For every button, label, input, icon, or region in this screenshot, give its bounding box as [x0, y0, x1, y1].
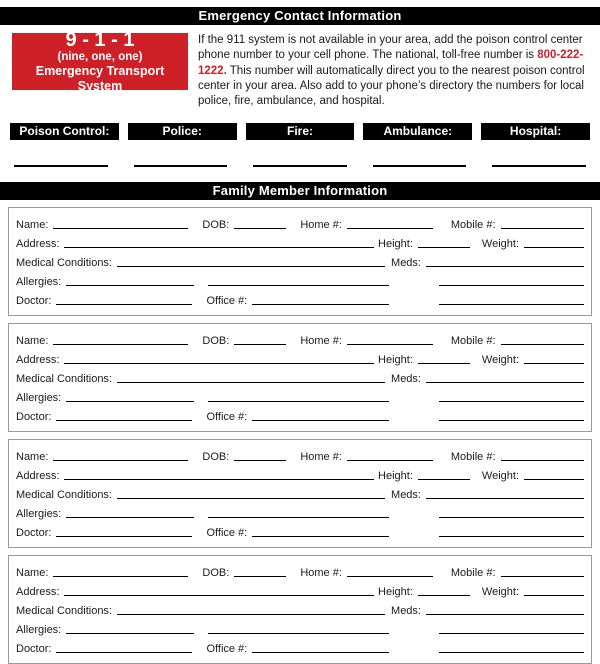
dob-line — [234, 228, 286, 229]
office-phone-label: Office #: — [206, 295, 248, 308]
dob-line — [234, 344, 286, 345]
member-row-4 — [16, 270, 584, 289]
name-label: Name: — [16, 219, 49, 232]
height-line — [418, 595, 470, 596]
height-label: Height: — [378, 238, 413, 251]
poison-control-line — [14, 140, 108, 167]
doctor-label: Doctor: — [16, 295, 52, 308]
fire-line — [253, 140, 347, 167]
instructions-paragraph — [188, 33, 588, 109]
hospital-line — [492, 140, 586, 167]
allergies-line — [66, 517, 194, 518]
911-red-box — [12, 29, 188, 93]
meds-line — [426, 498, 584, 499]
address-line — [64, 247, 374, 248]
member-row-4 — [16, 386, 584, 405]
weight-label: Weight: — [481, 586, 519, 599]
home-phone-line — [347, 576, 433, 577]
medical-conditions-line — [117, 266, 385, 267]
dob-label: DOB: — [202, 451, 230, 464]
medical-conditions-label: Medical Conditions: — [16, 373, 112, 386]
medical-conditions-label: Medical Conditions: — [16, 489, 112, 502]
meds-continued-line-2 — [439, 420, 584, 421]
meds-continued-line-2 — [439, 304, 584, 305]
name-line — [53, 344, 188, 345]
allergies-label: Allergies: — [16, 392, 62, 405]
address-line — [64, 595, 374, 596]
member-row-1 — [16, 445, 584, 464]
height-label: Height: — [378, 470, 413, 483]
poison-control-phone-number: 800-222-1222. — [198, 49, 584, 77]
medical-conditions-label: Medical Conditions: — [16, 257, 112, 270]
height-label: Height: — [378, 354, 413, 367]
doctor-line — [56, 652, 192, 653]
meds-label: Meds: — [391, 605, 421, 618]
weight-line — [524, 363, 584, 364]
height-label: Height: — [378, 586, 413, 599]
911-number: 9 - 1 - 1 — [65, 29, 135, 51]
hospital-label: Hospital: — [481, 123, 590, 140]
height-line — [418, 247, 470, 248]
intro-section — [12, 29, 588, 109]
allergies-label: Allergies: — [16, 276, 62, 289]
mobile-phone-label: Mobile #: — [450, 219, 496, 232]
emergency-contact-header — [0, 7, 600, 25]
name-label: Name: — [16, 567, 49, 580]
contact-labels-row — [10, 123, 590, 140]
member-row-5 — [16, 521, 584, 540]
meds-continued-line-1 — [439, 633, 584, 634]
member-row-3 — [16, 367, 584, 386]
family-member-blocks — [8, 207, 592, 664]
address-label: Address: — [16, 586, 60, 599]
member-row-5 — [16, 289, 584, 308]
ambulance-label: Ambulance: — [363, 123, 472, 140]
meds-continued-line-1 — [439, 401, 584, 402]
allergies-line — [66, 633, 194, 634]
name-label: Name: — [16, 451, 49, 464]
dob-line — [234, 460, 286, 461]
address-label: Address: — [16, 238, 60, 251]
weight-label: Weight: — [481, 470, 519, 483]
allergies-line — [66, 285, 194, 286]
doctor-line — [56, 420, 192, 421]
family-member-block — [8, 323, 592, 432]
member-row-1 — [16, 561, 584, 580]
meds-continued-line-2 — [439, 536, 584, 537]
meds-label: Meds: — [391, 257, 421, 270]
office-phone-label: Office #: — [206, 411, 248, 424]
member-row-2 — [16, 464, 584, 483]
instructions-before: If the 911 system is not available in your area, add the poison control center phone number to your cell phone. The national, toll-free number is — [198, 34, 583, 62]
office-phone-line — [252, 420, 389, 421]
allergies-label: Allergies: — [16, 508, 62, 521]
home-phone-line — [347, 344, 433, 345]
allergies-continued-line — [208, 633, 389, 634]
meds-label: Meds: — [391, 373, 421, 386]
home-phone-line — [347, 228, 433, 229]
doctor-label: Doctor: — [16, 411, 52, 424]
mobile-phone-line — [501, 344, 584, 345]
home-phone-label: Home #: — [300, 219, 342, 232]
allergies-label: Allergies: — [16, 624, 62, 637]
home-phone-label: Home #: — [300, 451, 342, 464]
medical-conditions-line — [117, 614, 385, 615]
office-phone-line — [252, 536, 389, 537]
name-line — [53, 576, 188, 577]
doctor-label: Doctor: — [16, 643, 52, 656]
meds-continued-line-2 — [439, 652, 584, 653]
meds-continued-line-1 — [439, 517, 584, 518]
height-line — [418, 479, 470, 480]
member-row-3 — [16, 483, 584, 502]
mobile-phone-line — [501, 460, 584, 461]
meds-line — [426, 614, 584, 615]
name-line — [53, 228, 188, 229]
meds-line — [426, 382, 584, 383]
family-member-block — [8, 555, 592, 664]
doctor-line — [56, 304, 192, 305]
mobile-phone-line — [501, 228, 584, 229]
emergency-contact-title: Emergency Contact Information — [198, 8, 402, 23]
dob-label: DOB: — [202, 335, 230, 348]
meds-continued-line-1 — [439, 285, 584, 286]
medical-conditions-label: Medical Conditions: — [16, 605, 112, 618]
weight-line — [524, 479, 584, 480]
police-line — [134, 140, 228, 167]
dob-label: DOB: — [202, 567, 230, 580]
allergies-continued-line — [208, 285, 389, 286]
911-words: (nine, one, one) — [57, 51, 143, 63]
address-label: Address: — [16, 470, 60, 483]
doctor-label: Doctor: — [16, 527, 52, 540]
member-row-4 — [16, 618, 584, 637]
poison-control-label: Poison Control: — [10, 123, 119, 140]
mobile-phone-line — [501, 576, 584, 577]
police-label: Police: — [128, 123, 237, 140]
mobile-phone-label: Mobile #: — [450, 567, 496, 580]
address-label: Address: — [16, 354, 60, 367]
mobile-phone-label: Mobile #: — [450, 335, 496, 348]
911-subtitle: Emergency Transport System — [35, 64, 165, 93]
meds-label: Meds: — [391, 489, 421, 502]
office-phone-line — [252, 652, 389, 653]
member-row-3 — [16, 251, 584, 270]
name-label: Name: — [16, 335, 49, 348]
weight-line — [524, 247, 584, 248]
home-phone-line — [347, 460, 433, 461]
height-line — [418, 363, 470, 364]
family-member-header — [0, 182, 600, 200]
medical-conditions-line — [117, 382, 385, 383]
member-row-3 — [16, 599, 584, 618]
weight-line — [524, 595, 584, 596]
member-row-2 — [16, 348, 584, 367]
home-phone-label: Home #: — [300, 567, 342, 580]
instructions-after: This number will automatically direct you to the nearest poison control center in your area. Also add to your phone’s directory the numbers for local police, fire, ambulance, and hospital. — [198, 64, 585, 108]
ambulance-line — [373, 140, 467, 167]
meds-line — [426, 266, 584, 267]
member-row-5 — [16, 405, 584, 424]
member-row-2 — [16, 580, 584, 599]
weight-label: Weight: — [481, 354, 519, 367]
address-line — [64, 363, 374, 364]
doctor-line — [56, 536, 192, 537]
member-row-2 — [16, 232, 584, 251]
member-row-5 — [16, 637, 584, 656]
address-line — [64, 479, 374, 480]
office-phone-label: Office #: — [206, 527, 248, 540]
family-member-block — [8, 439, 592, 548]
member-row-1 — [16, 329, 584, 348]
dob-label: DOB: — [202, 219, 230, 232]
allergies-line — [66, 401, 194, 402]
medical-conditions-line — [117, 498, 385, 499]
allergies-continued-line — [208, 401, 389, 402]
member-row-4 — [16, 502, 584, 521]
contact-write-in-lines — [14, 140, 586, 167]
weight-label: Weight: — [481, 238, 519, 251]
family-member-title: Family Member Information — [212, 183, 388, 199]
dob-line — [234, 576, 286, 577]
fire-label: Fire: — [246, 123, 355, 140]
name-line — [53, 460, 188, 461]
mobile-phone-label: Mobile #: — [450, 451, 496, 464]
office-phone-label: Office #: — [206, 643, 248, 656]
family-member-block — [8, 207, 592, 316]
allergies-continued-line — [208, 517, 389, 518]
office-phone-line — [252, 304, 389, 305]
member-row-1 — [16, 213, 584, 232]
home-phone-label: Home #: — [300, 335, 342, 348]
